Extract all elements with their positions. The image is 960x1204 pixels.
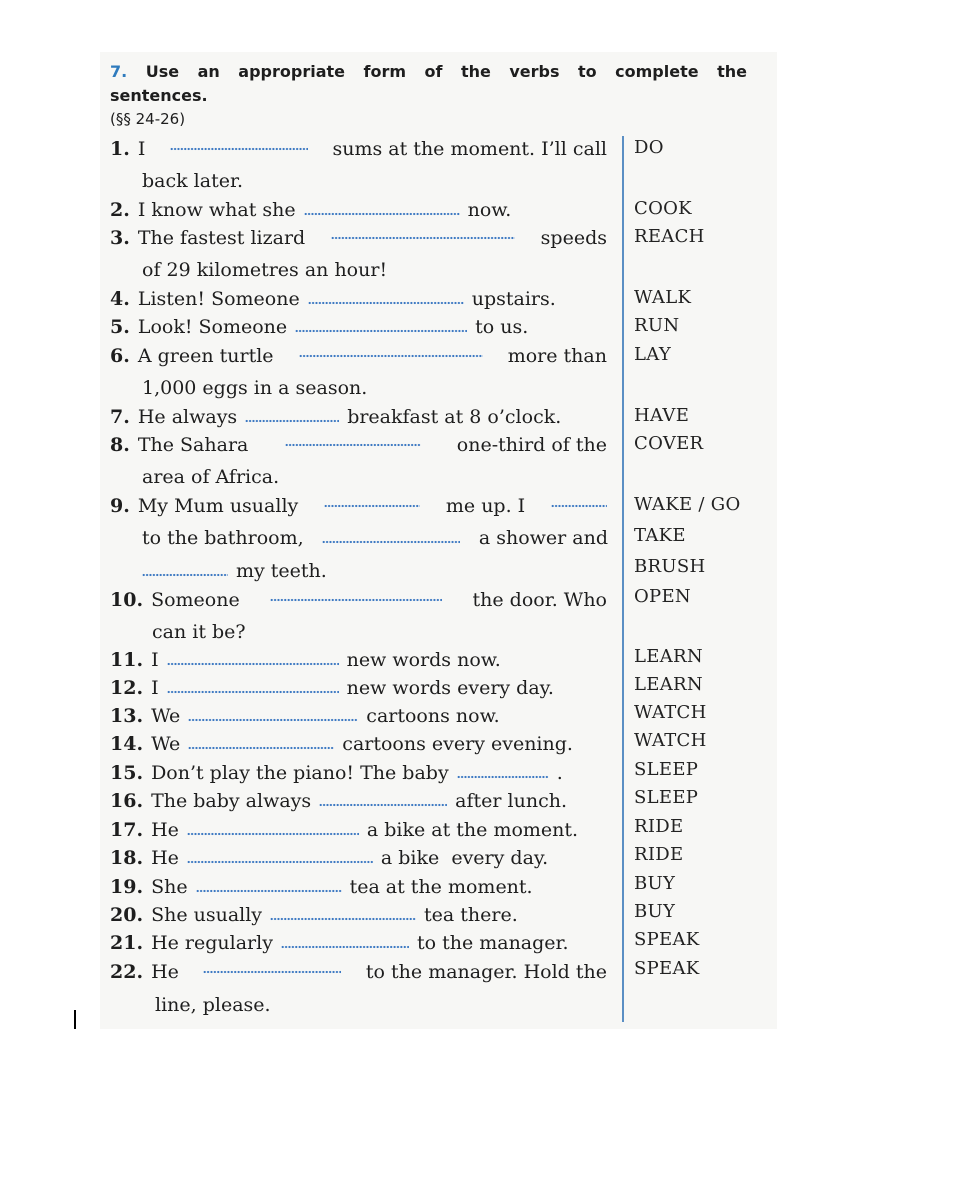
verb-hint: COOK <box>634 197 692 219</box>
item-text-before: Listen! Someone <box>137 287 300 310</box>
instruction-word: the <box>717 62 747 81</box>
answer-blank[interactable] <box>188 718 358 722</box>
item-text-after: the door. Who <box>472 588 607 611</box>
item-text-after: upstairs. <box>471 287 556 310</box>
item-text-after: speeds <box>540 226 607 249</box>
item-text-before: I <box>151 648 159 671</box>
instruction-word: appropriate <box>238 62 345 81</box>
column-divider <box>622 136 624 1022</box>
answer-blank[interactable] <box>324 504 420 508</box>
answer-blank[interactable] <box>281 945 409 949</box>
grammar-reference: (§§ 24-26) <box>110 110 186 128</box>
item-text-before: He <box>151 846 179 869</box>
item-text-after: now. <box>467 198 512 221</box>
item-number: 18. <box>110 846 144 869</box>
item-continuation: area of Africa. <box>142 465 280 488</box>
item-number: 7. <box>110 405 130 428</box>
exercise-item-11 <box>110 645 607 674</box>
item-number: 22. <box>110 960 144 983</box>
exercise-item-7 <box>110 402 607 431</box>
verb-hint: OPEN <box>634 585 691 607</box>
verb-hint: BRUSH <box>634 555 706 577</box>
instruction-word: verbs <box>509 62 560 81</box>
item-continuation: 1,000 eggs in a season. <box>142 376 368 399</box>
answer-blank[interactable] <box>295 329 467 333</box>
exercise-item-14 <box>110 729 607 758</box>
item-number: 17. <box>110 818 144 841</box>
answer-blank[interactable] <box>551 504 607 508</box>
item-continuation <box>142 556 612 585</box>
exercise-item-13 <box>110 701 607 730</box>
item-number: 4. <box>110 287 130 310</box>
item-text-before: He <box>151 960 179 983</box>
item-text-before: I <box>137 137 146 160</box>
instruction-line-1 <box>110 62 747 86</box>
item-text-after: new words now. <box>346 648 501 671</box>
verb-hint: WAKE / GO <box>634 493 741 515</box>
instruction-word: form <box>363 62 407 81</box>
item-text-after: cartoons every evening. <box>342 732 573 755</box>
item-text-after: tea at the moment. <box>349 875 533 898</box>
exercise-item-3 <box>110 223 607 252</box>
item-text-after: tea there. <box>424 903 518 926</box>
item-text-before: She usually <box>151 903 263 926</box>
exercise-item-16 <box>110 786 607 815</box>
item-number: 9. <box>110 494 130 517</box>
answer-blank[interactable] <box>322 540 460 544</box>
answer-blank[interactable] <box>457 775 549 779</box>
item-number: 1. <box>110 137 130 160</box>
item-text-after: one-third of the <box>456 433 607 456</box>
item-continuation-text: a shower and <box>478 526 608 549</box>
exercise-item-10 <box>110 585 607 614</box>
exercise-item-1 <box>110 134 607 163</box>
item-text-after: after lunch. <box>455 789 568 812</box>
answer-blank[interactable] <box>187 860 373 864</box>
verb-hint: SPEAK <box>634 928 700 950</box>
answer-blank[interactable] <box>142 573 228 577</box>
item-number: 21. <box>110 931 144 954</box>
answer-blank[interactable] <box>285 443 421 447</box>
exercise-item-17 <box>110 815 607 844</box>
item-text-after: more than <box>507 344 607 367</box>
answer-blank[interactable] <box>196 889 342 893</box>
answer-blank[interactable] <box>319 803 447 807</box>
item-continuation-text: my teeth. <box>236 559 327 582</box>
answer-blank[interactable] <box>167 662 339 666</box>
verb-hint: SLEEP <box>634 786 699 808</box>
item-continuation-text: to the bathroom, <box>142 526 304 549</box>
exercise-item-2 <box>110 195 607 224</box>
item-text-after: sums at the moment. I’ll call <box>332 137 607 160</box>
exercise-item-21 <box>110 928 607 957</box>
text-cursor <box>74 1010 76 1029</box>
answer-blank[interactable] <box>245 419 339 423</box>
verb-hint: RIDE <box>634 843 684 865</box>
item-text-before: The Sahara <box>137 433 249 456</box>
verb-hint: WATCH <box>634 701 707 723</box>
exercise-item-4 <box>110 284 607 313</box>
item-text-before: She <box>151 875 188 898</box>
item-text-after: me up. I <box>445 494 526 517</box>
item-number: 20. <box>110 903 144 926</box>
verb-hint: REACH <box>634 225 705 247</box>
item-text-before: He <box>151 818 179 841</box>
item-number: 8. <box>110 433 130 456</box>
item-text-before: Don’t play the piano! The baby <box>151 761 449 784</box>
exercise-item-15 <box>110 758 607 787</box>
verb-hint: LAY <box>634 343 672 365</box>
item-text-before: The fastest lizard <box>137 226 306 249</box>
exercise-item-5 <box>110 312 607 341</box>
instruction-word: an <box>197 62 220 81</box>
item-text-before: Someone <box>151 588 240 611</box>
item-text-after: cartoons now. <box>366 704 500 727</box>
answer-blank[interactable] <box>270 598 442 602</box>
exercise-item-18 <box>110 843 607 872</box>
answer-blank[interactable] <box>187 832 359 836</box>
verb-hint: RUN <box>634 314 680 336</box>
exercise-item-9 <box>110 491 607 520</box>
instruction-word: the <box>460 62 491 81</box>
item-text-after: a bike at the moment. <box>366 818 579 841</box>
verb-hint: BUY <box>634 900 676 922</box>
answer-blank[interactable] <box>270 917 416 921</box>
answer-blank[interactable] <box>170 147 308 151</box>
verb-hint: LEARN <box>634 673 703 695</box>
item-text-after: a bike every day. <box>380 846 549 869</box>
verb-hint: LEARN <box>634 645 703 667</box>
item-number: 6. <box>110 344 130 367</box>
item-text-before: A green turtle <box>137 344 274 367</box>
item-continuation: line, please. <box>155 993 271 1016</box>
exercise-item-6 <box>110 341 607 370</box>
instruction-word: Use <box>145 62 180 81</box>
item-number: 15. <box>110 761 144 784</box>
exercise-item-20 <box>110 900 607 929</box>
item-text-after: to the manager. <box>416 931 569 954</box>
exercise-item-12 <box>110 673 607 702</box>
item-text-after: breakfast at 8 o’clock. <box>347 405 562 428</box>
item-number: 14. <box>110 732 144 755</box>
verb-hint: SLEEP <box>634 758 699 780</box>
answer-blank[interactable] <box>203 970 341 974</box>
item-text-after: . <box>556 761 563 784</box>
item-number: 5. <box>110 315 130 338</box>
item-text-after: new words every day. <box>346 676 554 699</box>
item-continuation: of 29 kilometres an hour! <box>142 258 388 281</box>
exercise-item-8 <box>110 430 607 459</box>
item-text-before: The baby always <box>151 789 312 812</box>
item-continuation: can it be? <box>152 620 246 643</box>
answer-blank[interactable] <box>308 301 464 305</box>
item-text-before: He regularly <box>151 931 273 954</box>
verb-hint: TAKE <box>634 524 686 546</box>
verb-hint: RIDE <box>634 815 684 837</box>
item-number: 3. <box>110 226 130 249</box>
item-text-before: I know what she <box>137 198 296 221</box>
item-continuation: back later. <box>142 169 244 192</box>
item-number: 11. <box>110 648 144 671</box>
item-number: 19. <box>110 875 144 898</box>
exercise-number: 7. <box>110 62 128 81</box>
instruction-word: complete <box>615 62 699 81</box>
item-text-before: Look! Someone <box>137 315 288 338</box>
verb-hint: SPEAK <box>634 957 700 979</box>
item-continuation <box>142 523 608 552</box>
answer-blank[interactable] <box>331 236 515 240</box>
instruction-word: to <box>578 62 597 81</box>
item-number: 10. <box>110 588 144 611</box>
answer-blank[interactable] <box>299 354 483 358</box>
item-text-before: We <box>151 732 181 755</box>
item-number: 16. <box>110 789 144 812</box>
instruction-word: of <box>424 62 443 81</box>
answer-blank[interactable] <box>304 212 460 216</box>
exercise-item-22 <box>110 957 607 986</box>
item-text-before: I <box>151 676 159 699</box>
item-number: 13. <box>110 704 144 727</box>
item-text-before: We <box>151 704 181 727</box>
verb-hint: COVER <box>634 432 704 454</box>
exercise-item-19 <box>110 872 607 901</box>
item-text-after: to us. <box>475 315 529 338</box>
answer-blank[interactable] <box>188 746 334 750</box>
verb-hint: WATCH <box>634 729 707 751</box>
verb-hint: HAVE <box>634 404 690 426</box>
instruction-line-2: sentences. <box>110 86 208 105</box>
verb-hint: WALK <box>634 286 692 308</box>
verb-hint: DO <box>634 136 664 158</box>
item-number: 12. <box>110 676 144 699</box>
item-text-before: He always <box>137 405 238 428</box>
item-number: 2. <box>110 198 130 221</box>
item-text-before: My Mum usually <box>137 494 299 517</box>
answer-blank[interactable] <box>167 690 339 694</box>
verb-hint: BUY <box>634 872 676 894</box>
item-text-after: to the manager. Hold the <box>365 960 607 983</box>
